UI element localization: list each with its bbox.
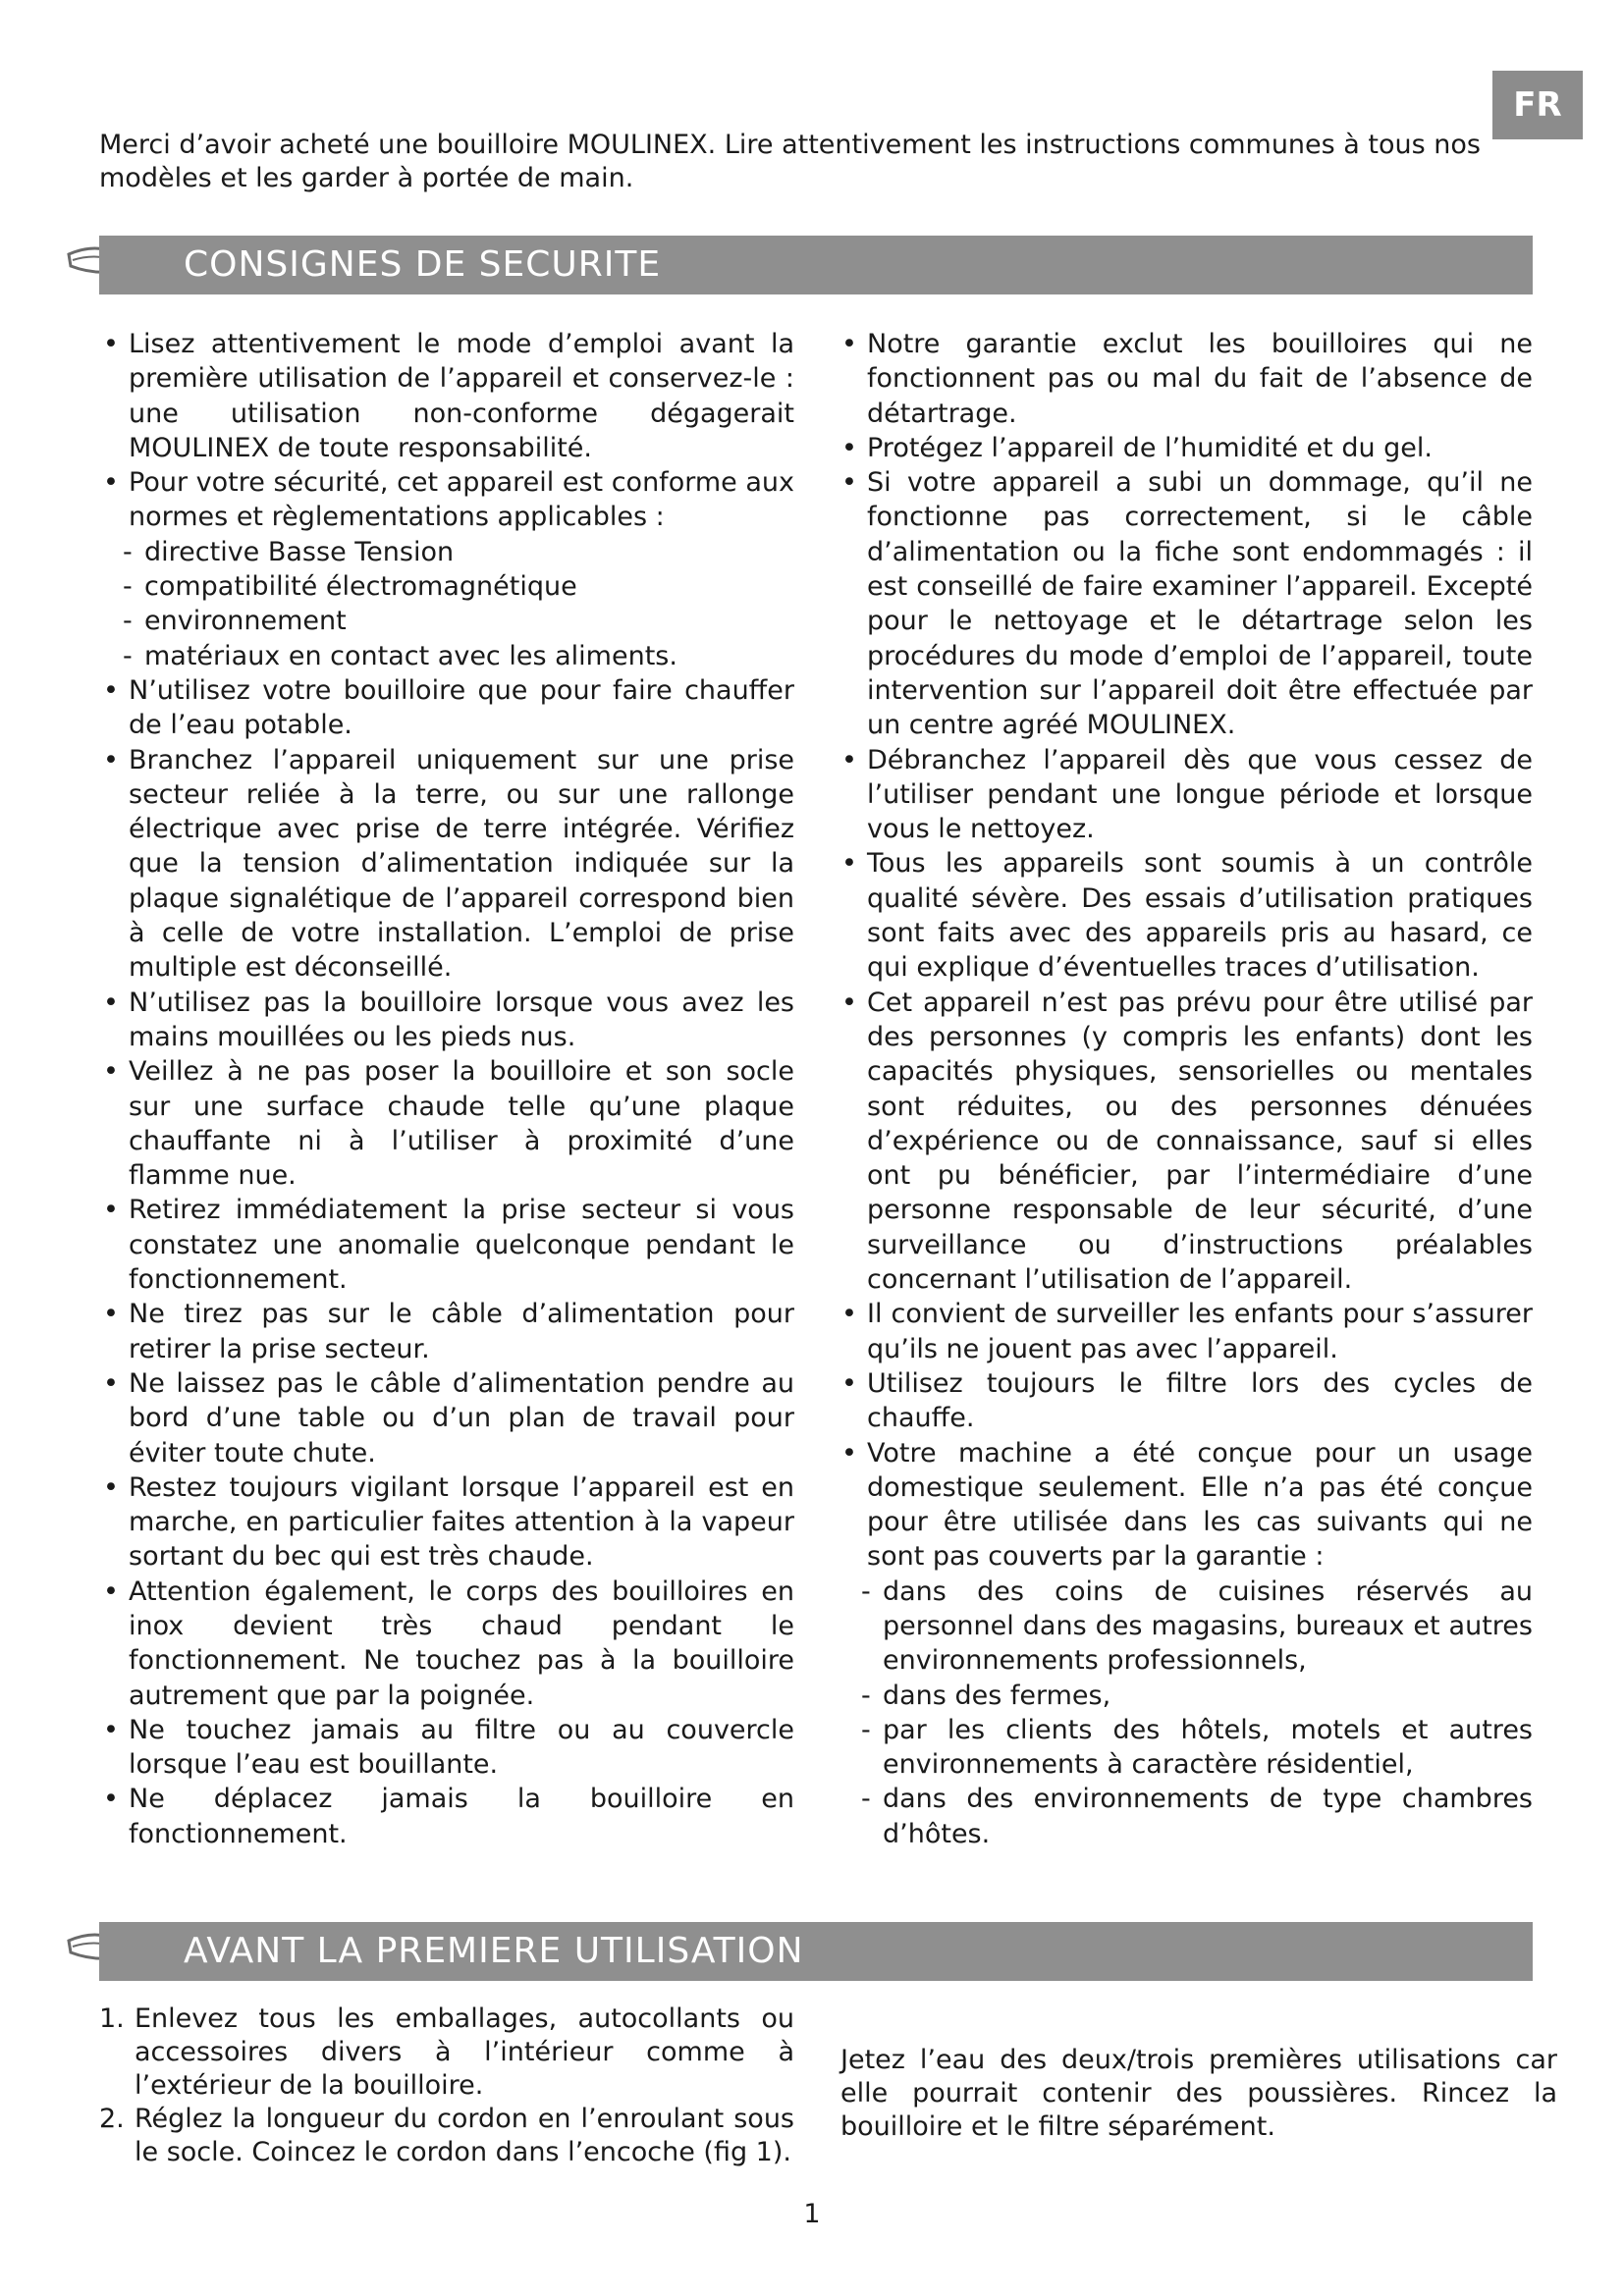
list-item: • Si votre appareil a subi un dommage, qu’il ne fonctionne pas correctement, si le câble d’alimentation ou la fiche sont endommagés : il est conseillé de faire examiner l’appareil. Excepté pour le nettoyage et le détartrage selon les procédures du mode d’emploi de l’appareil, toute intervention sur l’appareil doit être effectuée par un centre agréé MOULINEX. bbox=[838, 465, 1533, 742]
step-number: 1. bbox=[99, 2003, 125, 2034]
first-use-steps bbox=[99, 2002, 794, 2169]
section-header-safety: CONSIGNES DE SECURITE bbox=[99, 236, 1533, 294]
list-item: • Restez toujours vigilant lorsque l’appareil est en marche, en particulier faites attention à la vapeur sortant du bec qui est très chaude. bbox=[99, 1470, 794, 1575]
list-item: • N’utilisez pas la bouilloire lorsque vous avez les mains mouillées ou les pieds nus. bbox=[99, 986, 794, 1055]
list-item: • Lisez attentivement le mode d’emploi avant la première utilisation de l’appareil et conservez-le : une utilisation non-conforme dégagerait MOULINEX de toute responsabilité. bbox=[99, 327, 794, 465]
intro-text: Merci d’avoir acheté une bouilloire MOULINEX. Lire attentivement les instructions communes à tous nos modèles et les garder à portée de main. bbox=[99, 130, 1481, 193]
list-item: • Tous les appareils sont soumis à un contrôle qualité sévère. Des essais d’utilisation pratiques sont faits avec des appareils pris au hasard, ce qui explique d’éventuelles traces d’utilisation. bbox=[838, 846, 1533, 985]
safety-right-column bbox=[838, 327, 1533, 1851]
list-item: • Ne laissez pas le câble d’alimentation pendre au bord d’une table ou d’un plan de travail pour éviter toute chute. bbox=[99, 1366, 794, 1470]
section-header-first-use: AVANT LA PREMIERE UTILISATION bbox=[99, 1922, 1533, 1981]
list-item: • Notre garantie exclut les bouilloires qui ne fonctionnent pas ou mal du fait de l’absence de détartrage. bbox=[838, 327, 1533, 431]
list-item: • Protégez l’appareil de l’humidité et du gel. bbox=[838, 431, 1533, 465]
sub-list-item: - dans des environnements de type chambres d’hôtes. bbox=[838, 1782, 1533, 1851]
step-number: 2. bbox=[99, 2104, 125, 2134]
sub-list-item: - environnement bbox=[99, 604, 794, 638]
first-use-note: Jetez l’eau des deux/trois premières utilisations car elle pourrait contenir des poussières. Rincez la bouilloire et le filtre séparément. bbox=[840, 2045, 1557, 2142]
sub-list-item: - compatibilité électromagnétique bbox=[99, 569, 794, 604]
page-number: 1 bbox=[803, 2199, 821, 2229]
sub-list-item: - par les clients des hôtels, motels et autres environnements à caractère résidentiel, bbox=[838, 1713, 1533, 1783]
list-item: • N’utilisez votre bouilloire que pour faire chauffer de l’eau potable. bbox=[99, 673, 794, 743]
list-item: • Utilisez toujours le filtre lors des cycles de chauffe. bbox=[838, 1366, 1533, 1436]
list-item: • Il convient de surveiller les enfants pour s’assurer qu’ils ne jouent pas avec l’appareil. bbox=[838, 1297, 1533, 1366]
list-item: • Ne déplacez jamais la bouilloire en fonctionnement. bbox=[99, 1782, 794, 1851]
list-item: • Votre machine a été conçue pour un usage domestique seulement. Elle n’a pas été conçue pour être utilisée dans les cas suivants qui ne sont pas couverts par la garantie : bbox=[838, 1436, 1533, 1575]
sub-list-item: - directive Basse Tension bbox=[99, 535, 794, 569]
list-item: • Cet appareil n’est pas prévu pour être utilisé par des personnes (y compris les enfants) dont les capacités physiques, sensorielles ou mentales sont réduites, ou des personnes dénuées d’expérience ou de connaissance, sauf si elles ont pu bénéficier, par l’intermédiaire d’une personne responsable de leur sécurité, d’une surveillance ou d’instructions préalables concernant l’utilisation de l’appareil. bbox=[838, 986, 1533, 1298]
list-item: • Pour votre sécurité, cet appareil est conforme aux normes et règlementations applicables : bbox=[99, 465, 794, 535]
step-text: Enlevez tous les emballages, autocollants ou accessoires divers à l’intérieur comme à l’extérieur de la bouilloire. bbox=[135, 2003, 794, 2101]
sub-list-item: - matériaux en contact avec les aliments. bbox=[99, 639, 794, 673]
step-item bbox=[99, 2002, 794, 2103]
list-item: • Branchez l’appareil uniquement sur une prise secteur reliée à la terre, ou sur une rallonge électrique avec prise de terre intégrée. Vérifiez que la tension d’alimentation indiquée sur la plaque signalétique de l’appareil correspond bien à celle de votre installation. L’emploi de prise multiple est déconseillé. bbox=[99, 743, 794, 986]
step-text: Réglez la longueur du cordon en l’enroulant sous le socle. Coincez le cordon dans l’encoche (fig 1). bbox=[135, 2104, 794, 2167]
list-item: • Attention également, le corps des bouilloires en inox devient très chaud pendant le fonctionnement. Ne touchez pas à la bouilloire autrement que par la poignée. bbox=[99, 1575, 794, 1713]
list-item: • Ne touchez jamais au filtre ou au couvercle lorsque l’eau est bouillante. bbox=[99, 1713, 794, 1783]
list-item: • Ne tirez pas sur le câble d’alimentation pour retirer la prise secteur. bbox=[99, 1297, 794, 1366]
list-item: • Débranchez l’appareil dès que vous cessez de l’utiliser pendant une longue période et lorsque vous le nettoyez. bbox=[838, 743, 1533, 847]
list-item: • Veillez à ne pas poser la bouilloire et son socle sur une surface chaude telle qu’une plaque chauffante ni à l’utiliser à proximité d’une flamme nue. bbox=[99, 1054, 794, 1193]
list-item: • Retirez immédiatement la prise secteur si vous constatez une anomalie quelconque pendant le fonctionnement. bbox=[99, 1193, 794, 1297]
language-tab: FR bbox=[1492, 71, 1583, 139]
safety-left-column bbox=[99, 327, 794, 1851]
sub-list-item: - dans des coins de cuisines réservés au personnel dans des magasins, bureaux et autres environnements professionnels, bbox=[838, 1575, 1533, 1679]
sub-list-item: - dans des fermes, bbox=[838, 1679, 1533, 1713]
step-item bbox=[99, 2103, 794, 2169]
